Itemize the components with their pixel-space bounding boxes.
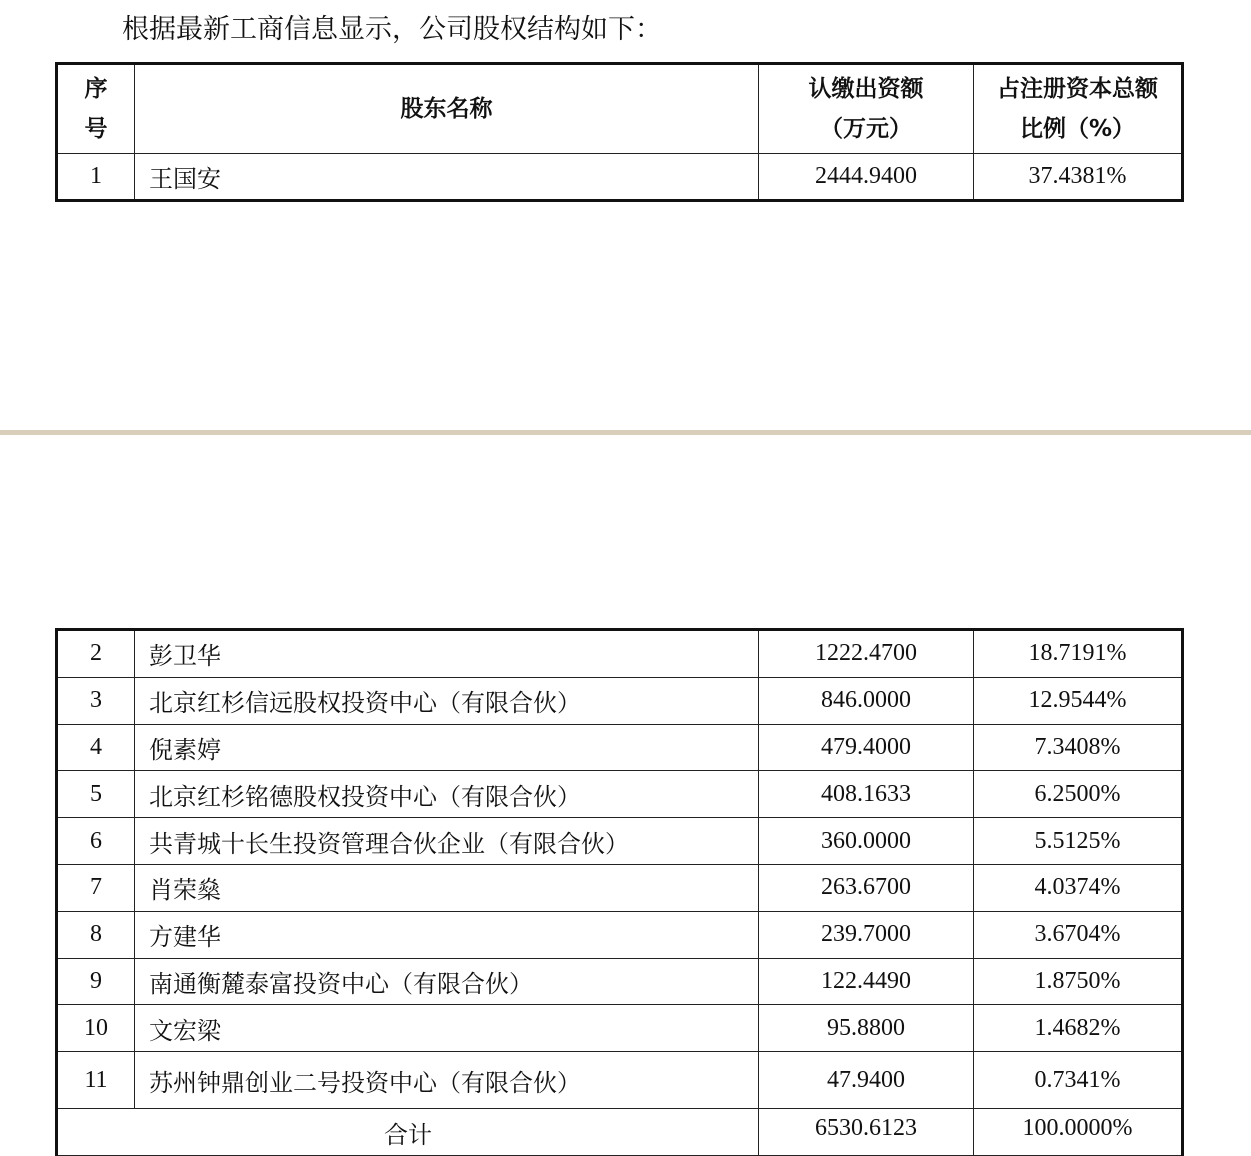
table-row: [57, 864, 1183, 911]
row-seq: 5: [57, 771, 135, 818]
row-capital: 47.9400: [759, 1052, 974, 1109]
row-shareholder-name: 南通衡麓泰富投资中心（有限合伙）: [135, 958, 759, 1005]
row-capital: 239.7000: [759, 911, 974, 958]
row-capital: 122.4490: [759, 958, 974, 1005]
row-ratio: 18.7191%: [974, 630, 1183, 678]
header-seq: 序号: [57, 64, 135, 154]
header-name: 股东名称: [135, 64, 759, 154]
row-ratio: 6.2500%: [974, 771, 1183, 818]
row-ratio: 4.0374%: [974, 864, 1183, 911]
row-capital: 1222.4700: [759, 630, 974, 678]
table-row: [57, 677, 1183, 724]
row-seq: 10: [57, 1005, 135, 1052]
row-shareholder-name: 肖荣燊: [135, 864, 759, 911]
row-ratio: 12.9544%: [974, 677, 1183, 724]
total-capital: 6530.6123: [759, 1109, 974, 1156]
row-seq: 7: [57, 864, 135, 911]
row-seq: 11: [57, 1052, 135, 1109]
total-ratio: 100.0000%: [974, 1109, 1183, 1156]
table-row: [57, 1005, 1183, 1052]
row-ratio: 37.4381%: [974, 154, 1183, 201]
row-shareholder-name: 北京红杉铭德股权投资中心（有限合伙）: [135, 771, 759, 818]
page-divider: [0, 430, 1251, 435]
header-ratio: 占注册资本总额比例（%）: [974, 64, 1183, 154]
row-seq: 6: [57, 818, 135, 865]
row-shareholder-name: 文宏梁: [135, 1005, 759, 1052]
row-seq: 8: [57, 911, 135, 958]
row-ratio: 1.4682%: [974, 1005, 1183, 1052]
row-seq: 9: [57, 958, 135, 1005]
row-capital: 846.0000: [759, 677, 974, 724]
table-row: [57, 1052, 1183, 1109]
table-row: [57, 630, 1183, 678]
row-capital: 263.6700: [759, 864, 974, 911]
row-ratio: 1.8750%: [974, 958, 1183, 1005]
row-shareholder-name: 方建华: [135, 911, 759, 958]
row-ratio: 3.6704%: [974, 911, 1183, 958]
row-seq: 1: [57, 154, 135, 201]
header-capital: 认缴出资额（万元）: [759, 64, 974, 154]
intro-paragraph: 根据最新工商信息显示，公司股权结构如下：: [122, 14, 662, 45]
table-header-row: [57, 64, 1183, 154]
table-row: [57, 724, 1183, 771]
row-shareholder-name: 倪素婷: [135, 724, 759, 771]
table-row: [57, 818, 1183, 865]
row-capital: 360.0000: [759, 818, 974, 865]
row-shareholder-name: 苏州钟鼎创业二号投资中心（有限合伙）: [135, 1052, 759, 1109]
table-row: [57, 958, 1183, 1005]
row-capital: 95.8800: [759, 1005, 974, 1052]
row-seq: 3: [57, 677, 135, 724]
row-shareholder-name: 共青城十长生投资管理合伙企业（有限合伙）: [135, 818, 759, 865]
row-shareholder-name: 北京红杉信远股权投资中心（有限合伙）: [135, 677, 759, 724]
row-ratio: 7.3408%: [974, 724, 1183, 771]
row-capital: 408.1633: [759, 771, 974, 818]
row-ratio: 5.5125%: [974, 818, 1183, 865]
row-capital: 2444.9400: [759, 154, 974, 201]
row-shareholder-name: 王国安: [135, 154, 759, 201]
total-label: 合计: [57, 1109, 759, 1156]
row-shareholder-name: 彭卫华: [135, 630, 759, 678]
table-row: [57, 771, 1183, 818]
row-ratio: 0.7341%: [974, 1052, 1183, 1109]
row-capital: 479.4000: [759, 724, 974, 771]
row-seq: 4: [57, 724, 135, 771]
table-row: [57, 154, 1183, 201]
equity-table-part2: [55, 628, 1184, 1156]
row-seq: 2: [57, 630, 135, 678]
equity-table-part1: [55, 62, 1184, 202]
total-row: [57, 1109, 1183, 1156]
table-row: [57, 911, 1183, 958]
